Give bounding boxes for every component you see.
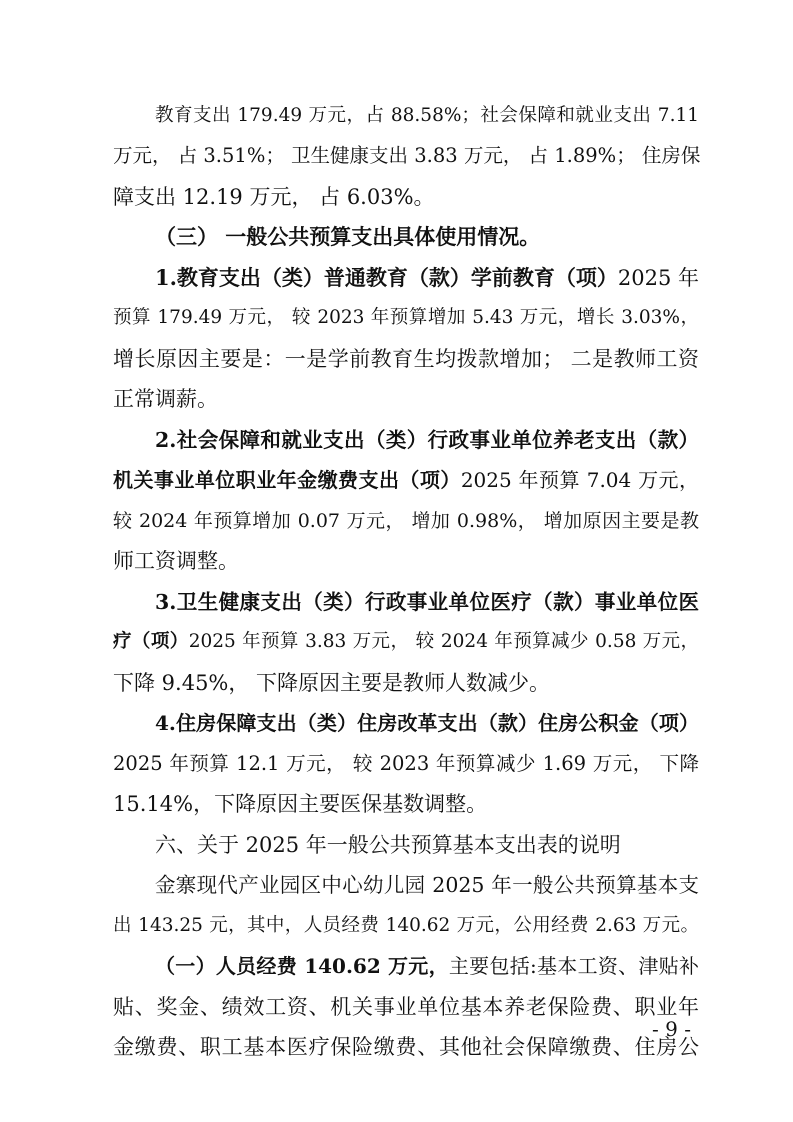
- item-heading: （一）人员经费 140.62 万元，: [155, 954, 449, 978]
- paragraph-line: 金寨现代产业园区中心幼儿园 2025 年一般公共预算基本支: [155, 873, 699, 897]
- item-heading: 2.社会保障和就业支出（类）行政事业单位养老支出（款）: [155, 428, 699, 452]
- paragraph-line: 万元， 占 3.51%； 卫生健康支出 3.83 万元， 占 1.89%； 住房保: [113, 144, 701, 167]
- paragraph-line: 正常调薪。: [113, 387, 218, 411]
- paragraph-line: 增长原因主要是：一是学前教育生均拨款增加； 二是教师工资: [113, 347, 699, 371]
- paragraph-line: [155, 420, 699, 461]
- paragraph-line: 出 143.25 元，其中，人员经费 140.62 万元，公用经费 2.63 万元。: [113, 915, 699, 936]
- section-heading: （三） 一般公共预算支出具体使用情况。: [155, 224, 541, 249]
- paragraph-line: 贴、奖金、绩效工资、机关事业单位基本养老保险费、职业年: [113, 995, 699, 1019]
- paragraph-line: [155, 582, 699, 623]
- paragraph-line: [155, 703, 699, 744]
- paragraph-line: 1.教育支出（类）普通教育（款）学前教育（项）2025 年: [155, 265, 700, 290]
- item-heading: 机关事业单位职业年金缴费支出（项）: [113, 468, 461, 492]
- section-heading: 六、关于 2025 年一般公共预算基本支出表的说明: [155, 833, 621, 857]
- item-heading: 1.教育支出（类）普通教育（款）学前教育（项）: [155, 265, 618, 290]
- paragraph-line: 教育支出 179.49 万元，占 88.58%；社会保障和就业支出 7.11: [155, 105, 699, 126]
- item-heading: 4.住房保障支出（类）住房改革支出（款）住房公积金（项）: [155, 711, 699, 735]
- page-number: - 9 -: [652, 1017, 691, 1041]
- item-heading: 疗（项）: [113, 631, 189, 652]
- paragraph-line: 金缴费、职工基本医疗保险缴费、其他社会保障缴费、住房公: [113, 1035, 699, 1059]
- paragraph-line: 2025 年预算 12.1 万元， 较 2023 年预算减少 1.69 万元， 下降: [113, 752, 699, 775]
- item-heading: 3.卫生健康支出（类）行政事业单位医疗（款）事业单位医: [155, 590, 699, 614]
- paragraph-line: 障支出 12.19 万元， 占 6.03%。: [113, 185, 435, 209]
- paragraph-line: （一）人员经费 140.62 万元，主要包括:基本工资、津贴补: [155, 954, 699, 978]
- paragraph-line: 15.14%，下降原因主要医保基数调整。: [113, 792, 488, 816]
- paragraph-line: 下降 9.45%， 下降原因主要是教师人数减少。: [113, 671, 551, 695]
- paragraph-line: 师工资调整。: [113, 549, 239, 573]
- paragraph-line: 机关事业单位职业年金缴费支出（项）2025 年预算 7.04 万元，: [113, 468, 699, 492]
- paragraph-line: 较 2024 年预算增加 0.07 万元， 增加 0.98%， 增加原因主要是教: [113, 510, 699, 532]
- paragraph-line: 预算 179.49 万元， 较 2023 年预算增加 5.43 万元，增长 3.03%，: [113, 307, 699, 328]
- paragraph-line: 疗（项）2025 年预算 3.83 万元， 较 2024 年预算减少 0.58 万元，: [113, 631, 699, 652]
